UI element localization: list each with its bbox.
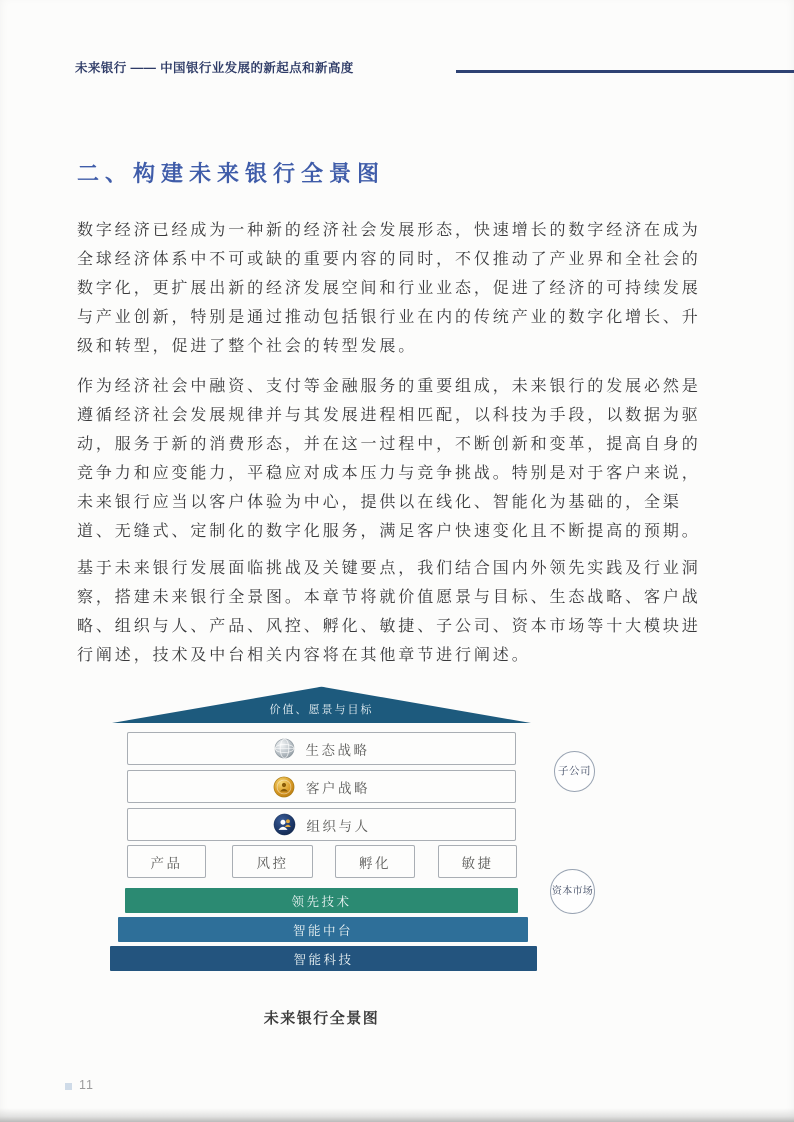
paragraph-2 xyxy=(77,372,747,546)
strategy-row-customer xyxy=(127,770,516,803)
text-line: 略、组织与人、产品、风控、孵化、敏捷、子公司、资本市场等十大模块进 xyxy=(77,618,701,635)
coin-icon xyxy=(273,776,295,798)
section-heading: 二、构建未来银行全景图 xyxy=(77,161,386,186)
module-box-product: 产品 xyxy=(127,845,206,878)
text-line: 全球经济体系中不可或缺的重要内容的同时，不仅推动了产业界和全社会的 xyxy=(77,251,701,268)
text-line: 与产业创新，特别是通过推动包括银行业在内的传统产业的数字化增长、升 xyxy=(77,309,701,326)
people-icon xyxy=(273,813,296,836)
paragraph-1 xyxy=(77,216,747,361)
module-box-agile: 敏捷 xyxy=(438,845,517,878)
text-line: 数字经济已经成为一种新的经济社会发展形态，快速增长的数字经济在成为 xyxy=(77,222,701,239)
strategy-row-label: 客户战略 xyxy=(306,780,370,796)
text-line: 未来银行应当以客户体验为中心，提供以在线化、智能化为基础的，全渠 xyxy=(77,494,682,511)
header-rule xyxy=(456,70,794,73)
tech-bar-intelligent-technology: 智能科技 xyxy=(110,946,537,971)
text-line: 动，服务于新的消费形态，并在这一过程中，不断创新和变革，提高自身的 xyxy=(77,436,701,453)
text-line: 数字化，更扩展出新的经济发展空间和行业业态，促进了经济的可持续发展 xyxy=(77,280,701,297)
module-box-risk: 风控 xyxy=(232,845,313,878)
text-line: 察，搭建未来银行全景图。本章节将就价值愿景与目标、生态战略、客户战 xyxy=(77,589,701,606)
side-circle-subsidiary: 子公司 xyxy=(554,751,595,792)
running-header-title: 未来银行 —— 中国银行业发展的新起点和新高度 xyxy=(75,61,354,75)
strategy-row-label: 组织与人 xyxy=(306,818,371,834)
text-line: 行阐述，技术及中台相关内容将在其他章节进行阐述。 xyxy=(77,647,531,664)
strategy-row-organization xyxy=(127,808,516,841)
roof-label: 价值、愿景与目标 xyxy=(269,704,374,716)
globe-icon xyxy=(274,738,295,759)
page-margin-tick xyxy=(65,1083,72,1090)
text-line: 竞争力和应变能力，平稳应对成本压力与竞争挑战。特别是对于客户来说， xyxy=(77,465,701,482)
tech-bar-intelligent-middle-platform: 智能中台 xyxy=(118,917,528,942)
strategy-row-label: 生态战略 xyxy=(305,742,370,758)
side-circle-capital-market: 资本市场 xyxy=(550,869,595,914)
text-line: 作为经济社会中融资、支付等金融服务的重要组成，未来银行的发展必然是 xyxy=(77,378,701,395)
diagram-caption: 未来银行全景图 xyxy=(263,1010,380,1027)
strategy-row-ecosystem xyxy=(127,732,516,765)
module-box-incubation: 孵化 xyxy=(335,845,415,878)
text-line: 基于未来银行发展面临挑战及关键要点，我们结合国内外领先实践及行业洞 xyxy=(77,560,701,577)
text-line: 道、无缝式、定制化的数字化服务，满足客户快速变化且不断提高的预期。 xyxy=(77,523,701,540)
text-line: 遵循经济社会发展规律并与其发展进程相匹配，以科技为手段，以数据为驱 xyxy=(77,407,701,424)
text-line: 级和转型，促进了整个社会的转型发展。 xyxy=(77,338,418,355)
tech-bar-leading-technology: 领先技术 xyxy=(125,888,518,913)
page-number: 11 xyxy=(79,1078,94,1092)
paragraph-3 xyxy=(77,554,747,670)
